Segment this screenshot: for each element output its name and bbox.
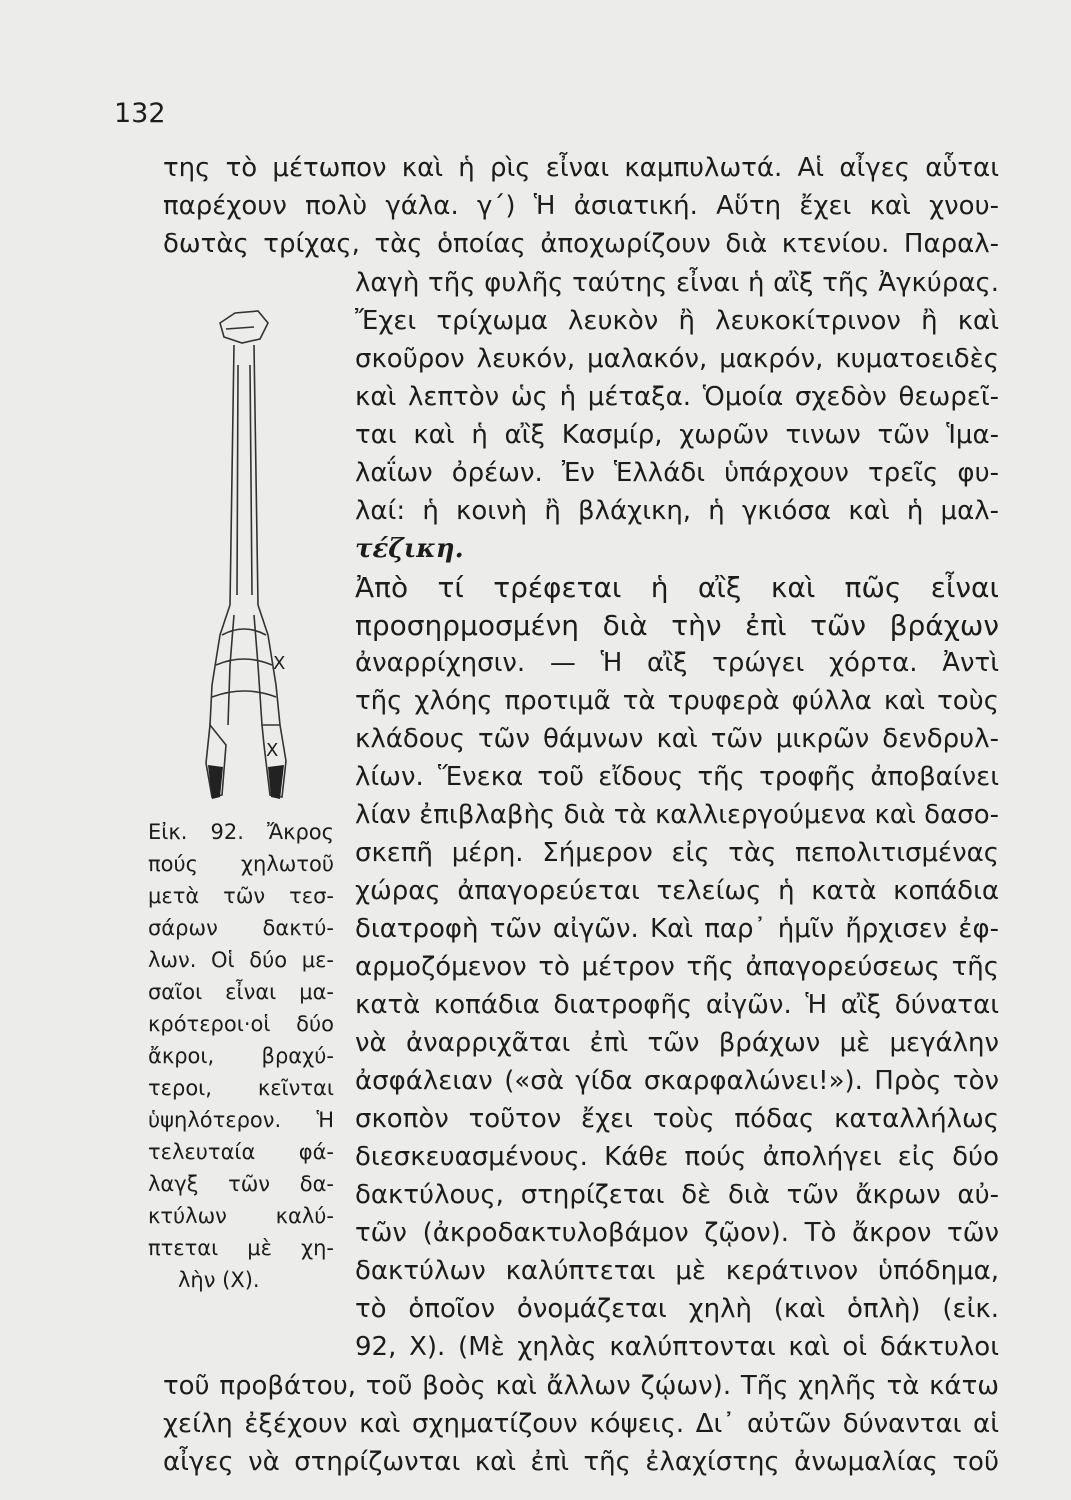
- figure-caption-line: ὑψηλότερον. Ἡ: [148, 1108, 334, 1132]
- text-line: λαΐων ὀρέων. Ἐν Ἑλλάδι ὑπάρχουν τρεῖς φυ-: [355, 458, 999, 488]
- text-line: διατροφὴ τῶν αἰγῶν. Καὶ παρ᾽ ἡμῖν ἤρχισεν ἐφ-: [355, 914, 999, 944]
- text-line: λαί: ἡ κοινὴ ἢ βλάχικη, ἡ γκιόσα καὶ ἡ μαλ-: [355, 496, 999, 526]
- section-heading: προσηρμοσμένη διὰ τὴν ἐπὶ τῶν βράχων: [355, 609, 999, 642]
- figure-caption-line: κρότεροι·οἱ δύο: [148, 1012, 334, 1036]
- figure-caption-line: Εἰκ. 92. Ἄκρος: [148, 820, 334, 844]
- text-line: σκοῦρον λευκόν, μαλακόν, μακρόν, κυματοειδὲς: [355, 344, 999, 374]
- text-line: της τὸ μέτωπον καὶ ἡ ρὶς εἶναι καμπυλωτά. Αἱ αἶγες αὗται: [163, 153, 999, 183]
- figure-caption-line: λὴν (Χ).: [178, 1268, 260, 1292]
- text-line: χώρας ἀπαγορεύεται τελείως ἡ κατὰ κοπάδια: [355, 876, 999, 906]
- text-line: δακτύλων καλύπτεται μὲ κεράτινον ὑπόδημα,: [355, 1256, 999, 1286]
- text-line: νὰ ἀναρριχᾶται ἐπὶ τῶν βράχων μὲ μεγάλην: [355, 1028, 999, 1058]
- text-line: ἀσφάλειαν («σὰ γίδα σκαρφαλώνει!»). Πρὸς τὸν: [355, 1066, 999, 1096]
- section-heading: Ἀπὸ τί τρέφεται ἡ αἲξ καὶ πῶς εἶναι: [355, 571, 999, 604]
- figure-caption-line: τελευταία φά-: [148, 1140, 334, 1164]
- figure-caption-line: μετὰ τῶν τεσ-: [148, 884, 334, 908]
- figure-caption-line: λων. Οἱ δύο με-: [148, 948, 334, 972]
- text-line: αἶγες νὰ στηρίζωνται καὶ ἐπὶ τῆς ἐλαχίστης ἀνωμαλίας τοῦ: [163, 1447, 999, 1477]
- figure-caption-line: σάρων δακτύ-: [148, 916, 334, 940]
- figure-label-lower: X: [266, 740, 279, 761]
- figure-caption-line: σαῖοι εἶναι μα-: [148, 980, 334, 1004]
- text-line: καὶ λεπτὸν ὡς ἡ μέταξα. Ὁμοία σχεδὸν θεωρεῖ-: [355, 382, 999, 412]
- text-line: διεσκευασμένους. Κάθε πούς ἀπολήγει εἰς δύο: [355, 1142, 999, 1172]
- text-line: λαγὴ τῆς φυλῆς ταύτης εἶναι ἡ αἲξ τῆς Ἀγκύρας.: [355, 268, 999, 298]
- text-line: δακτύλους, στηρίζεται δὲ διὰ τῶν ἄκρων αὐ-: [355, 1180, 999, 1210]
- text-line: κατὰ κοπάδια διατροφῆς αἰγῶν. Ἡ αἲξ δύναται: [355, 990, 999, 1020]
- text-line: λίων. Ἕνεκα τοῦ εἴδους τῆς τροφῆς ἀποβαίνει: [355, 762, 999, 792]
- figure-label-upper: X: [273, 653, 286, 674]
- text-line: ἀναρρίχησιν. — Ἡ αἲξ τρώγει χόρτα. Ἀντὶ: [355, 648, 999, 678]
- text-line: τὸ ὁποῖον ὀνομάζεται χηλὴ (καὶ ὁπλὴ) (εἰκ.: [355, 1294, 999, 1324]
- text-line: τέζικη.: [355, 534, 464, 564]
- page-number: 132: [114, 98, 166, 129]
- text-line: κλάδους τῶν θάμνων καὶ τῶν μικρῶν δενδρυλ-: [355, 724, 999, 754]
- text-line: τῆς χλόης προτιμᾶ τὰ τρυφερὰ φύλλα καὶ τοὺς: [355, 686, 999, 716]
- text-line: σκεπῆ μέρη. Σήμερον εἰς τὰς πεπολιτισμένας: [355, 838, 999, 868]
- text-line: τοῦ προβάτου, τοῦ βοὸς καὶ ἄλλων ζῴων). Τῆς χηλῆς τὰ κάτω: [163, 1371, 999, 1401]
- text-line: λίαν ἐπιβλαβὴς διὰ τὰ καλλιεργούμενα καὶ δασο-: [355, 800, 999, 830]
- text-line: δωτὰς τρίχας, τὰς ὁποίας ἀποχωρίζουν διὰ κτενίου. Παραλ-: [163, 229, 999, 259]
- goat-foot-figure: [150, 305, 340, 805]
- figure-caption-line: ἄκροι, βραχύ-: [148, 1044, 334, 1068]
- text-line: αρμοζόμενον τὸ μέτρον τῆς ἀπαγορεύσεως τῆς: [355, 952, 999, 982]
- text-line: 92, Χ). (Μὲ χηλὰς καλύπτονται καὶ οἱ δάκτυλοι: [355, 1332, 999, 1362]
- figure-caption-line: λαγξ τῶν δα-: [148, 1172, 334, 1196]
- figure-caption-line: πούς χηλωτοῦ: [148, 852, 334, 876]
- text-line: Ἔχει τρίχωμα λευκὸν ἢ λευκοκίτρινον ἢ καὶ: [355, 306, 999, 336]
- text-line: χείλη ἐξέχουν καὶ σχηματίζουν κόψεις. Δι᾽ αὐτῶν δύνανται αἱ: [163, 1409, 999, 1439]
- figure-caption-line: κτύλων καλύ-: [148, 1204, 334, 1228]
- text-line: παρέχουν πολὺ γάλα. γ΄) Ἡ ἀσιατική. Αὕτη ἔχει καὶ χνου-: [163, 191, 999, 221]
- text-line: ται καὶ ἡ αἲξ Κασμίρ, χωρῶν τινων τῶν Ἱμα-: [355, 420, 999, 450]
- figure-caption-line: τεροι, κεῖνται: [148, 1076, 334, 1100]
- text-line: σκοπὸν τοῦτον ἔχει τοὺς πόδας καταλλήλως: [355, 1104, 999, 1134]
- figure-caption-line: πτεται μὲ χη-: [148, 1236, 334, 1260]
- text-line: τῶν (ἀκροδακτυλοβάμον ζῷον). Τὸ ἄκρον τῶν: [355, 1218, 999, 1248]
